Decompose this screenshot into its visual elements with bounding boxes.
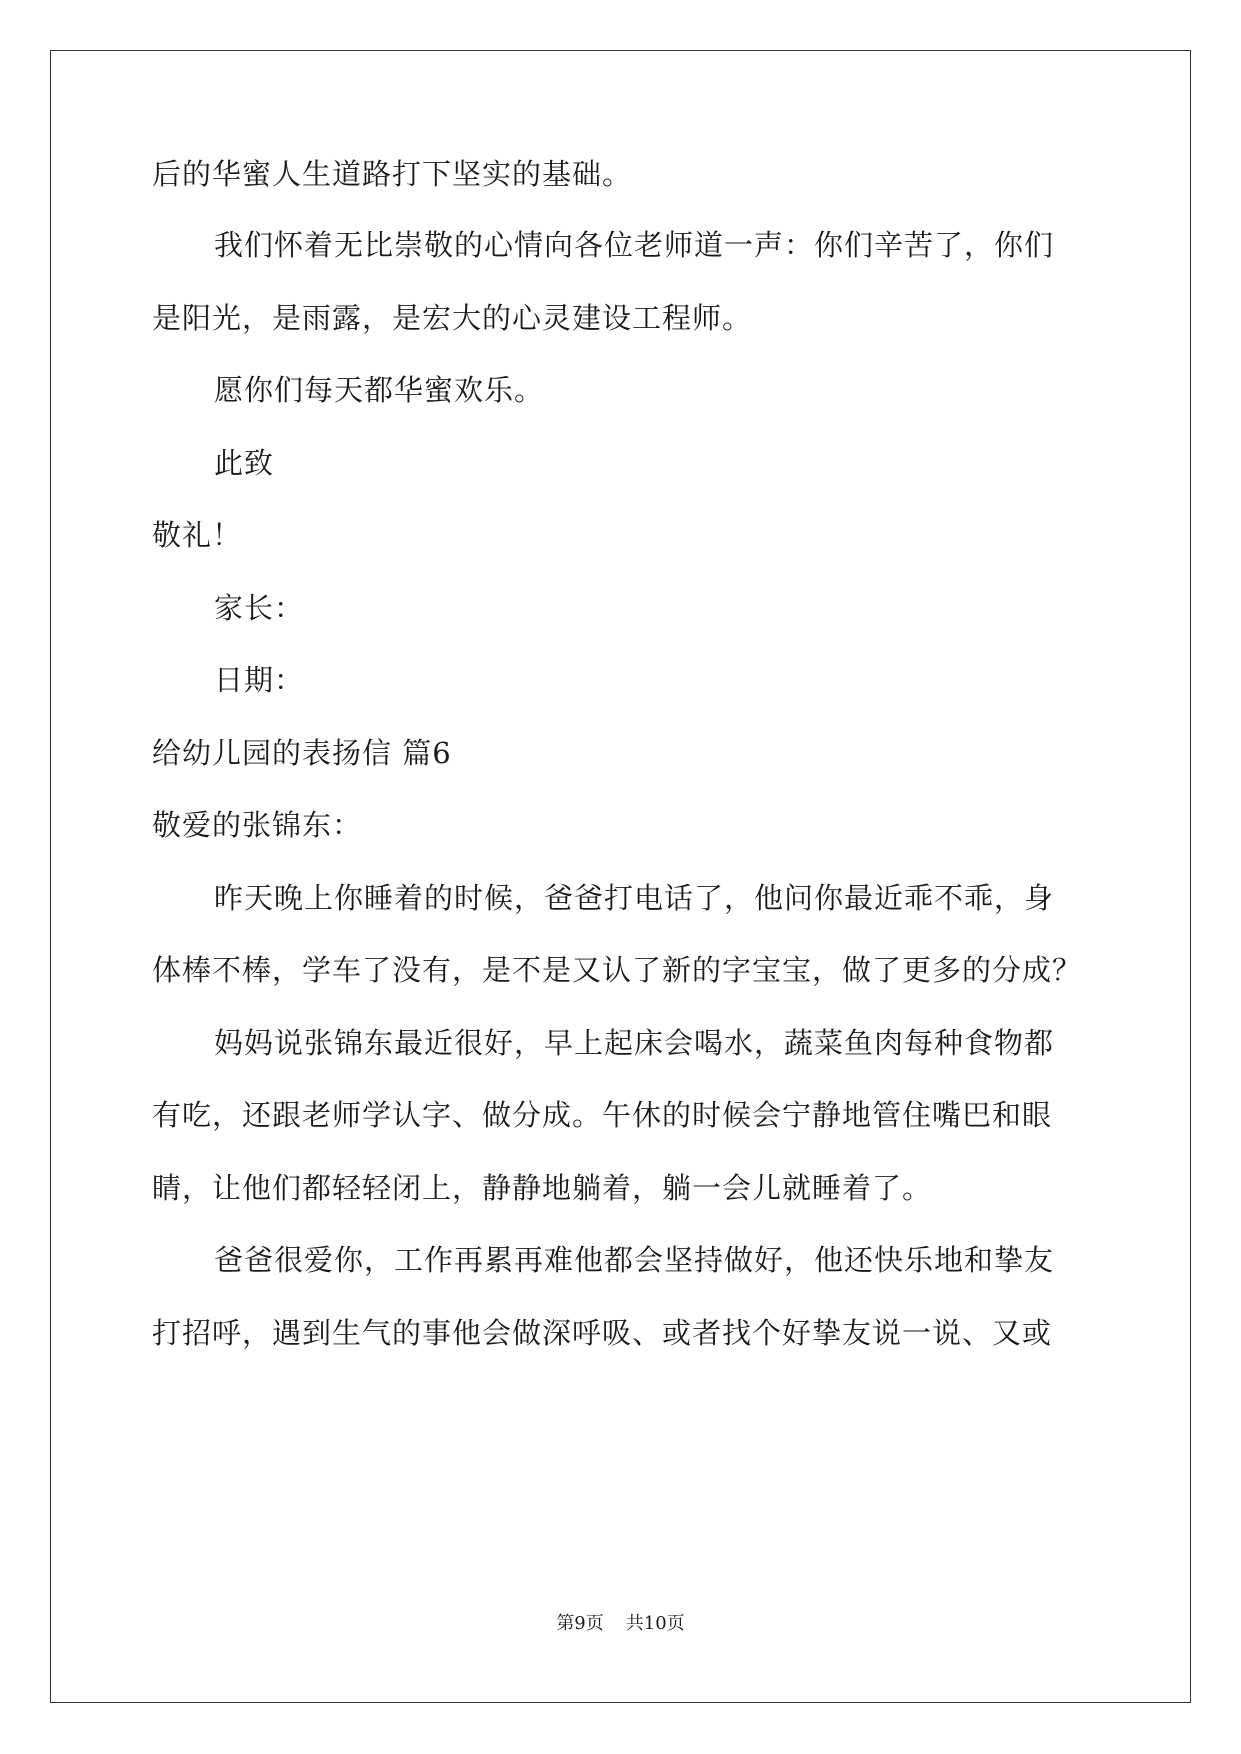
page-total: 共10页	[625, 1613, 685, 1634]
text-line: 睛，让他们都轻轻闭上，静静地躺着，躺一会儿就睡着了。	[152, 1171, 933, 1205]
page-footer	[0, 1612, 1241, 1636]
text-line: 后的华蜜人生道路打下坚实的基础。	[152, 157, 633, 191]
text-line: 此致	[214, 446, 275, 480]
text-line: 家长：	[214, 591, 305, 625]
section-heading: 给幼儿园的表扬信 篇6	[152, 736, 452, 770]
text-line: 我们怀着无比崇敬的心情向各位老师道一声：你们辛苦了，你们	[214, 228, 1055, 262]
text-line: 妈妈说张锦东最近很好，早上起床会喝水，蔬菜鱼肉每种食物都	[214, 1026, 1055, 1060]
text-line: 是阳光，是雨露，是宏大的心灵建设工程师。	[152, 301, 753, 335]
text-line: 体棒不棒，学车了没有，是不是又认了新的字宝宝，做了更多的分成？	[152, 953, 1083, 987]
text-line: 敬礼！	[152, 518, 243, 552]
text-line: 爸爸很爱你，工作再累再难他都会坚持做好，他还快乐地和挚友	[214, 1243, 1055, 1277]
salutation: 敬爱的张锦东：	[152, 808, 363, 842]
text-line: 昨天晚上你睡着的时候，爸爸打电话了，他问你最近乖不乖，身	[214, 881, 1055, 915]
text-line: 日期：	[214, 663, 305, 697]
text-line: 愿你们每天都华蜜欢乐。	[214, 373, 545, 407]
text-line: 打招呼，遇到生气的事他会做深呼吸、或者找个好挚友说一说、又或	[152, 1316, 1053, 1350]
page-number: 第9页	[556, 1613, 604, 1634]
text-line: 有吃，还跟老师学认字、做分成。午休的时候会宁静地管住嘴巴和眼	[152, 1098, 1053, 1132]
